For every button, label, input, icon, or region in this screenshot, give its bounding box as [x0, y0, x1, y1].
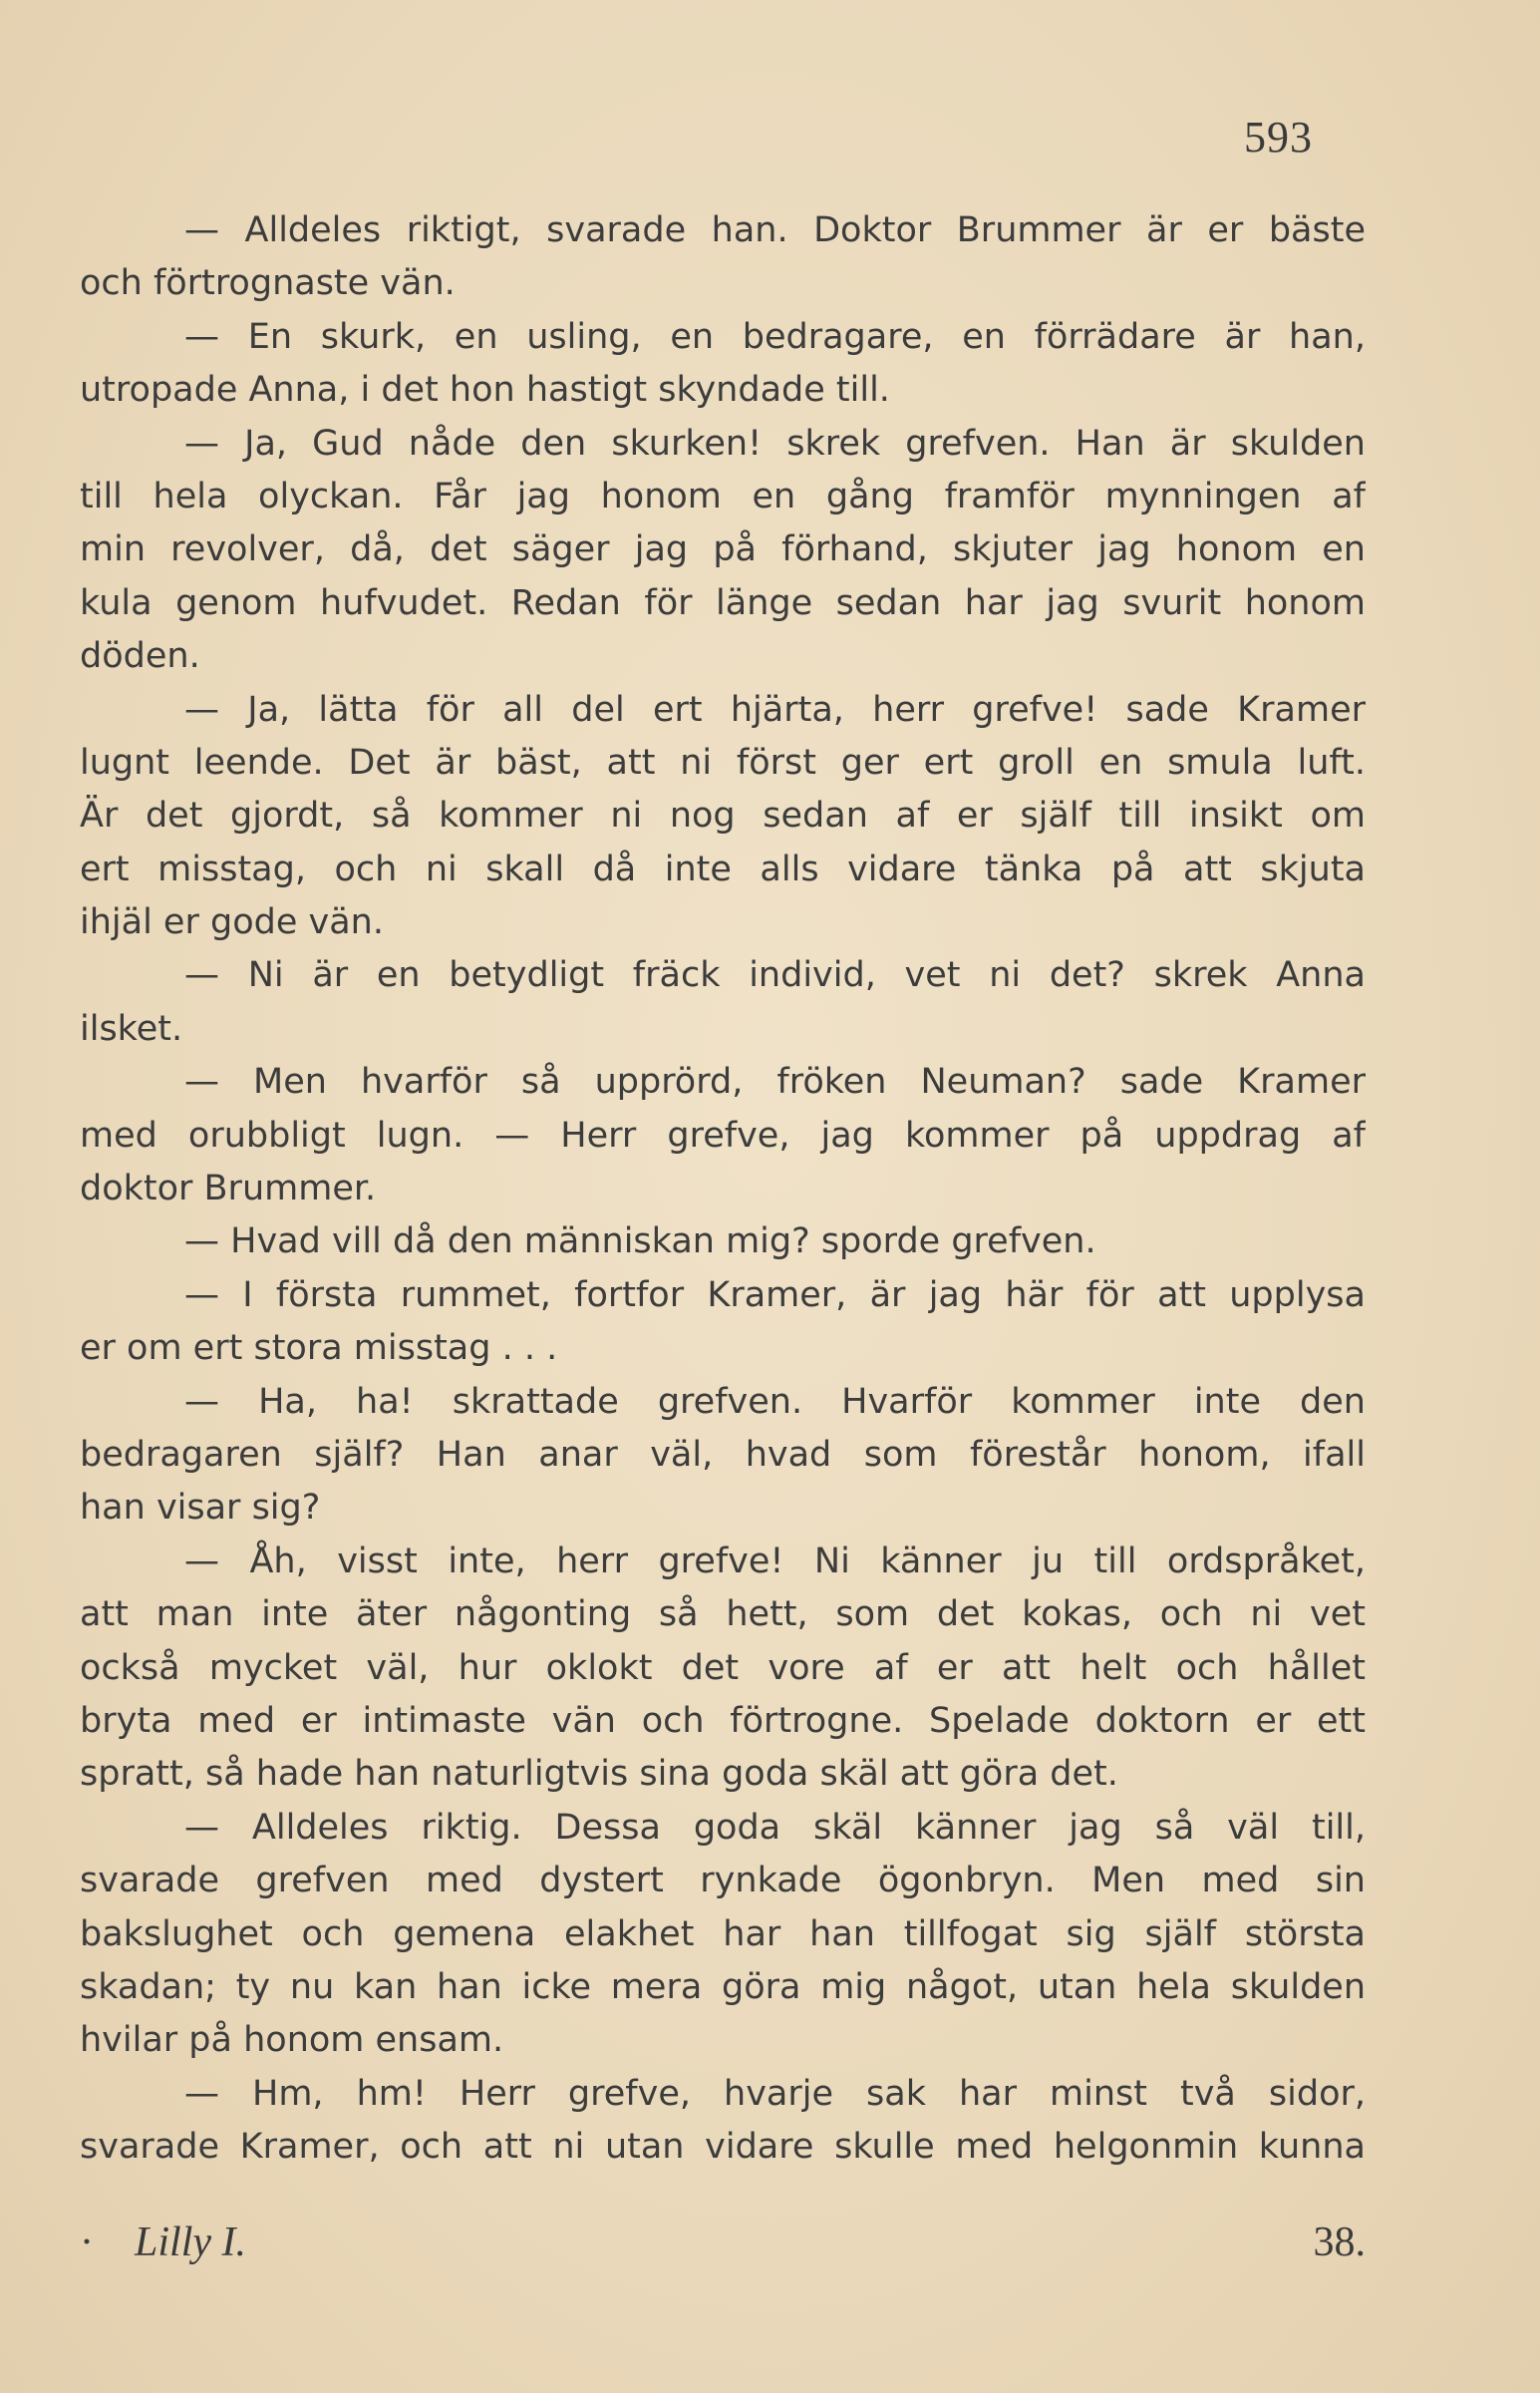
text-line: ert misstag, och ni skall då inte alls vidare tänka på att skjuta	[80, 849, 1366, 889]
text-line: — En skurk, en usling, en bedragare, en förrädare är han,	[184, 316, 1366, 357]
signature-mark: Lilly I.	[135, 2220, 246, 2265]
text-line: bedragaren själf? Han anar väl, hvad som förestår honom, ifall	[80, 1434, 1366, 1475]
text-line: svarade Kramer, och att ni utan vidare skulle med helgonmin kunna	[80, 2127, 1366, 2168]
text-line: ilsket.	[80, 1008, 183, 1049]
text-line: spratt, så hade han naturligtvis sina goda skäl att göra det.	[80, 1754, 1118, 1795]
body-text	[80, 204, 1366, 2174]
text-line: kula genom hufvudet. Redan för länge sedan har jag svurit honom	[80, 582, 1366, 623]
text-line: bakslughet och gemena elakhet har han tillfogat sig själf största	[80, 1913, 1366, 1954]
text-line: döden.	[80, 636, 200, 677]
text-line: — Alldeles riktigt, svarade han. Doktor Brummer är er bäste	[184, 210, 1366, 250]
text-line: lugnt leende. Det är bäst, att ni först ger ert groll en smula luft.	[80, 742, 1366, 783]
page-number: 593	[1244, 113, 1313, 162]
text-line: med orubbligt lugn. — Herr grefve, jag kommer på uppdrag af	[80, 1115, 1366, 1156]
text-line: bryta med er intimaste vän och förtrogne. Spelade doktorn er ett	[80, 1700, 1366, 1741]
text-line: — Ha, ha! skrattade grefven. Hvarför kommer inte den	[184, 1381, 1366, 1422]
page-footer	[80, 2219, 1366, 2278]
text-line: också mycket väl, hur oklokt det vore af er att helt och hållet	[80, 1647, 1366, 1688]
text-line: — Alldeles riktig. Dessa goda skäl känner jag så väl till,	[184, 1807, 1366, 1848]
sheet-number: 38.	[1313, 2220, 1366, 2265]
text-line: — Hm, hm! Herr grefve, hvarje sak har minst två sidor,	[184, 2073, 1366, 2114]
text-line: — Ja, lätta för all del ert hjärta, herr grefve! sade Kramer	[184, 689, 1366, 730]
text-line: till hela olyckan. Får jag honom en gång framför mynningen af	[80, 476, 1366, 516]
text-line: svarade grefven med dystert rynkade ögonbryn. Men med sin	[80, 1861, 1366, 1901]
text-line: — I första rummet, fortfor Kramer, är jag här för att upplysa	[184, 1274, 1366, 1315]
text-line: utropade Anna, i det hon hastigt skyndade till.	[80, 370, 890, 411]
text-line: min revolver, då, det säger jag på förhand, skjuter jag honom en	[80, 529, 1366, 570]
text-line: — Ja, Gud nåde den skurken! skrek grefven. Han är skulden	[184, 423, 1366, 464]
text-line: — Hvad vill då den människan mig? sporde grefven.	[184, 1221, 1096, 1262]
text-line: och förtrognaste vän.	[80, 263, 456, 304]
text-line: — Ni är en betydligt fräck individ, vet ni det? skrek Anna	[184, 955, 1366, 996]
text-line: hvilar på honom ensam.	[80, 2020, 504, 2061]
text-line: skadan; ty nu kan han icke mera göra mig något, utan hela skulden	[80, 1966, 1366, 2007]
text-line: doktor Brummer.	[80, 1169, 377, 1209]
text-line: han visar sig?	[80, 1488, 321, 1529]
footer-bullet: ·	[80, 2220, 94, 2265]
text-line: att man inte äter någonting så hett, som det kokas, och ni vet	[80, 1594, 1366, 1635]
text-line: Är det gjordt, så kommer ni nog sedan af er själf till insikt om	[80, 796, 1366, 837]
text-line: er om ert stora misstag . . .	[80, 1328, 558, 1369]
text-line: ihjäl er gode vän.	[80, 902, 384, 943]
text-line: — Åh, visst inte, herr grefve! Ni känner ju till ordspråket,	[184, 1540, 1366, 1581]
text-line: — Men hvarför så upprörd, fröken Neuman? sade Kramer	[184, 1062, 1366, 1103]
